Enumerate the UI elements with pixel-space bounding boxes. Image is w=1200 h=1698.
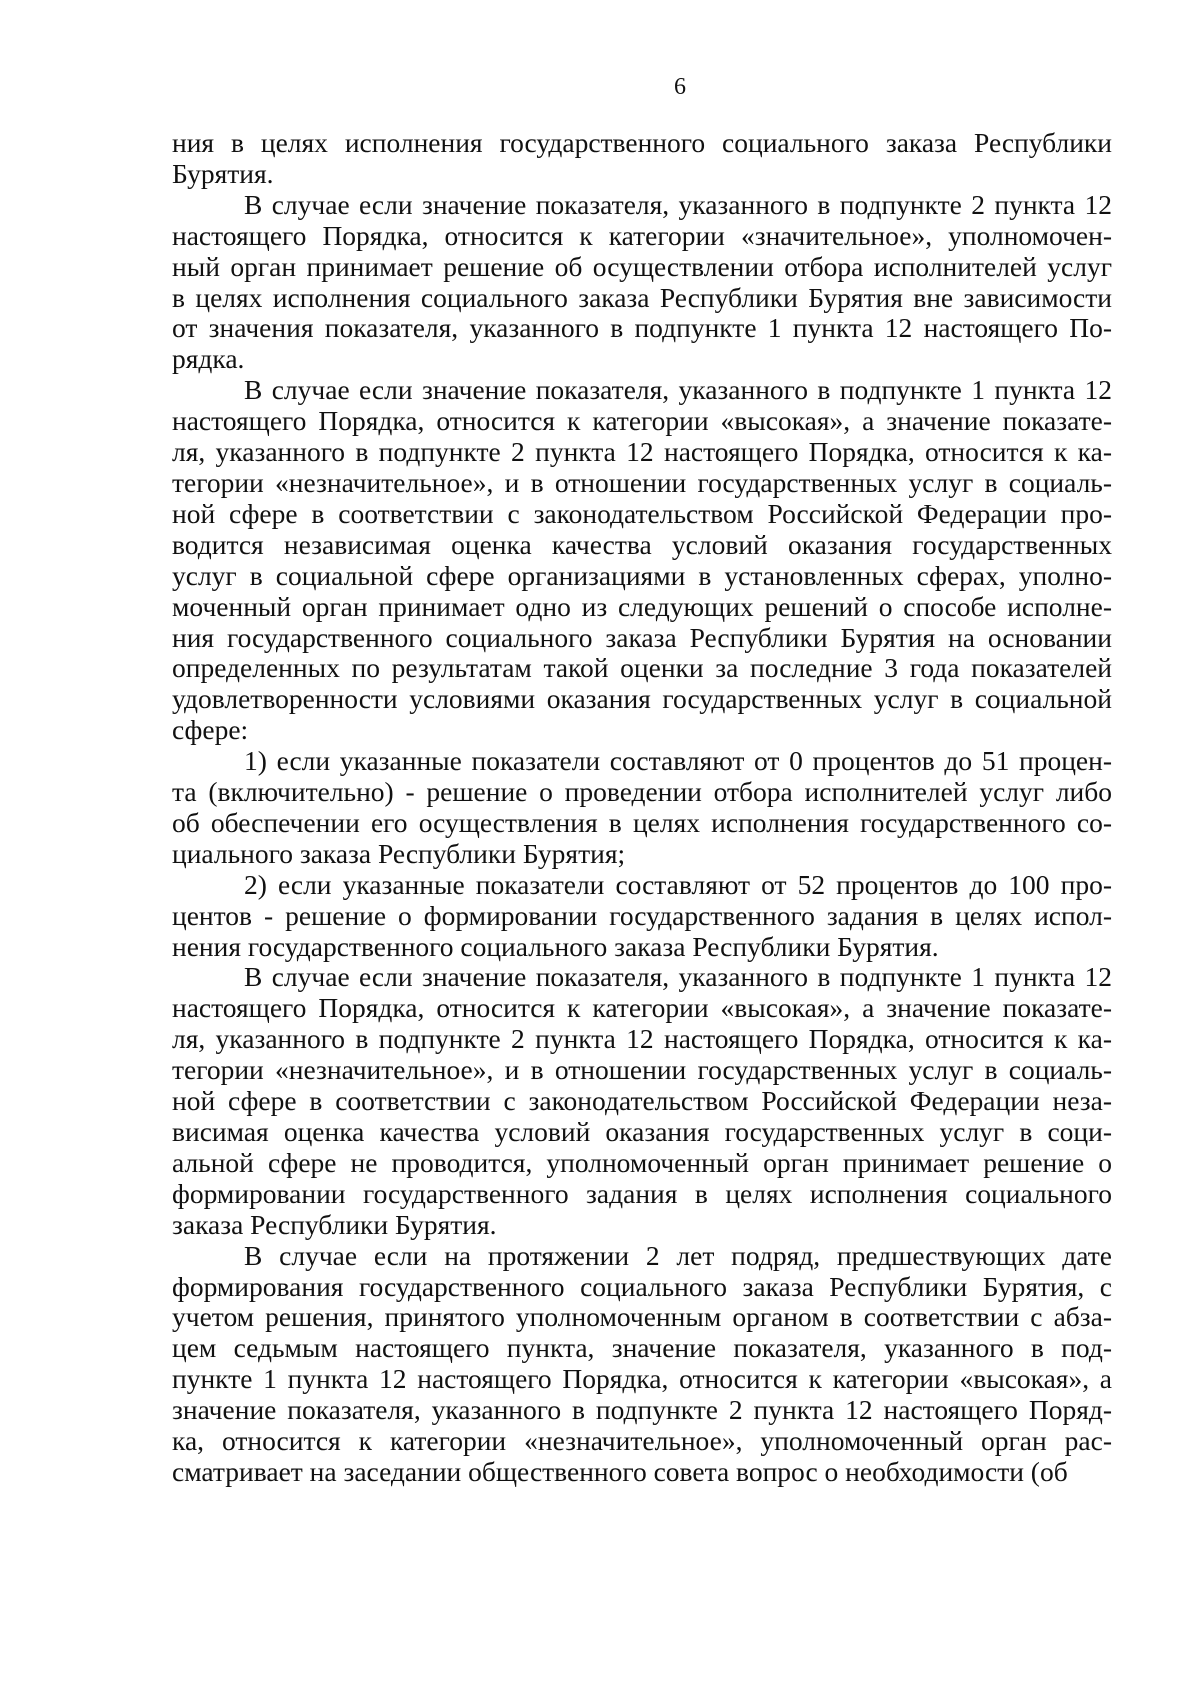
paragraph <box>172 962 1112 1240</box>
text-line: та (включительно) - решение о проведении отбора исполнителей услуг либо <box>172 776 1112 808</box>
text-line: ля, указанного в подпункте 2 пункта 12 настоящего Порядка, относится к ка- <box>172 436 1112 468</box>
text-line: 2) если указанные показатели составляют от 52 процентов до 100 про- <box>244 868 1112 900</box>
text-line: ный орган принимает решение об осуществлении отбора исполнителей услуг <box>172 250 1112 282</box>
text-line: ния государственного социального заказа Республики Бурятия на основании <box>172 621 1112 653</box>
text-line: ля, указанного в подпункте 2 пункта 12 настоящего Порядка, относится к ка- <box>172 1023 1112 1055</box>
text-line: водится независимая оценка качества условий оказания государственных <box>172 528 1112 560</box>
text-line: Бурятия. <box>172 157 274 189</box>
text-line: цем седьмым настоящего пункта, значение показателя, указанного в под- <box>172 1332 1112 1364</box>
text-line: ной сфере в соответствии с законодательством Российской Федерации неза- <box>172 1085 1112 1117</box>
text-line: формирования государственного социального заказа Республики Бурятия, с <box>172 1270 1112 1302</box>
text-line: формировании государственного задания в целях исполнения социального <box>172 1177 1112 1209</box>
document-body <box>172 128 1112 1488</box>
text-line: 1) если указанные показатели составляют от 0 процентов до 51 процен- <box>244 745 1112 777</box>
text-line: сматривает на заседании общественного совета вопрос о необходимости (об <box>172 1455 1068 1487</box>
paragraph <box>172 128 1112 190</box>
text-line: висимая оценка качества условий оказания государственных услуг в соци- <box>172 1116 1112 1147</box>
text-line: тегории «незначительное», и в отношении государственных услуг в социаль- <box>172 1054 1112 1086</box>
text-line: нения государственного социального заказа Республики Бурятия. <box>172 930 939 962</box>
paragraph <box>172 746 1112 870</box>
text-line: сфере: <box>172 714 249 746</box>
text-line: об обеспечении его осуществления в целях исполнения государственного со- <box>172 806 1112 838</box>
text-line: услуг в социальной сфере организациями в установленных сферах, уполно- <box>172 559 1112 591</box>
text-line: моченный орган принимает одно из следующих решений о способе исполне- <box>172 590 1112 622</box>
text-line: настоящего Порядка, относится к категории «значительное», уполномочен- <box>172 219 1112 251</box>
text-line: рядка. <box>172 343 245 375</box>
text-line: настоящего Порядка, относится к категории «высокая», а значение показате- <box>172 992 1112 1024</box>
text-line: ной сфере в соответствии с законодательством Российской Федерации про- <box>172 497 1112 529</box>
text-line: настоящего Порядка, относится к категории «высокая», а значение показате- <box>172 405 1112 437</box>
text-line: центов - решение о формировании государственного задания в целях испол- <box>172 899 1112 931</box>
text-line: ния в целях исполнения государственного социального заказа Республики <box>172 127 1112 158</box>
text-line: учетом решения, принятого уполномоченным органом в соответствии с абза- <box>172 1301 1112 1333</box>
text-line: В случае если значение показателя, указанного в подпункте 1 пункта 12 <box>244 374 1112 406</box>
paragraph <box>172 375 1112 746</box>
paragraph <box>172 870 1112 963</box>
text-line: определенных по результатам такой оценки за последние 3 года показателей <box>172 652 1112 684</box>
text-line: заказа Республики Бурятия. <box>172 1208 497 1240</box>
text-line: В случае если значение показателя, указанного в подпункте 1 пункта 12 <box>244 961 1112 993</box>
text-line: удовлетворенности условиями оказания государственных услуг в социальной <box>172 683 1112 715</box>
text-line: циального заказа Республики Бурятия; <box>172 837 626 869</box>
text-line: ка, относится к категории «незначительное», уполномоченный орган рас- <box>172 1425 1112 1457</box>
page-number: 6 <box>674 74 686 100</box>
text-line: значение показателя, указанного в подпункте 2 пункта 12 настоящего Поряд- <box>172 1394 1112 1426</box>
text-line: альной сфере не проводится, уполномоченный орган принимает решение о <box>172 1146 1112 1178</box>
paragraph <box>172 1241 1112 1488</box>
text-line: В случае если на протяжении 2 лет подряд, предшествующих дате <box>244 1239 1112 1271</box>
paragraph <box>172 190 1112 375</box>
text-line: пункте 1 пункта 12 настоящего Порядка, относится к категории «высокая», а <box>172 1363 1112 1395</box>
text-line: в целях исполнения социального заказа Республики Бурятия вне зависимости <box>172 281 1112 313</box>
text-line: от значения показателя, указанного в подпункте 1 пункта 12 настоящего По- <box>172 312 1112 344</box>
text-line: В случае если значение показателя, указанного в подпункте 2 пункта 12 <box>244 188 1112 220</box>
text-line: тегории «незначительное», и в отношении государственных услуг в социаль- <box>172 466 1112 498</box>
